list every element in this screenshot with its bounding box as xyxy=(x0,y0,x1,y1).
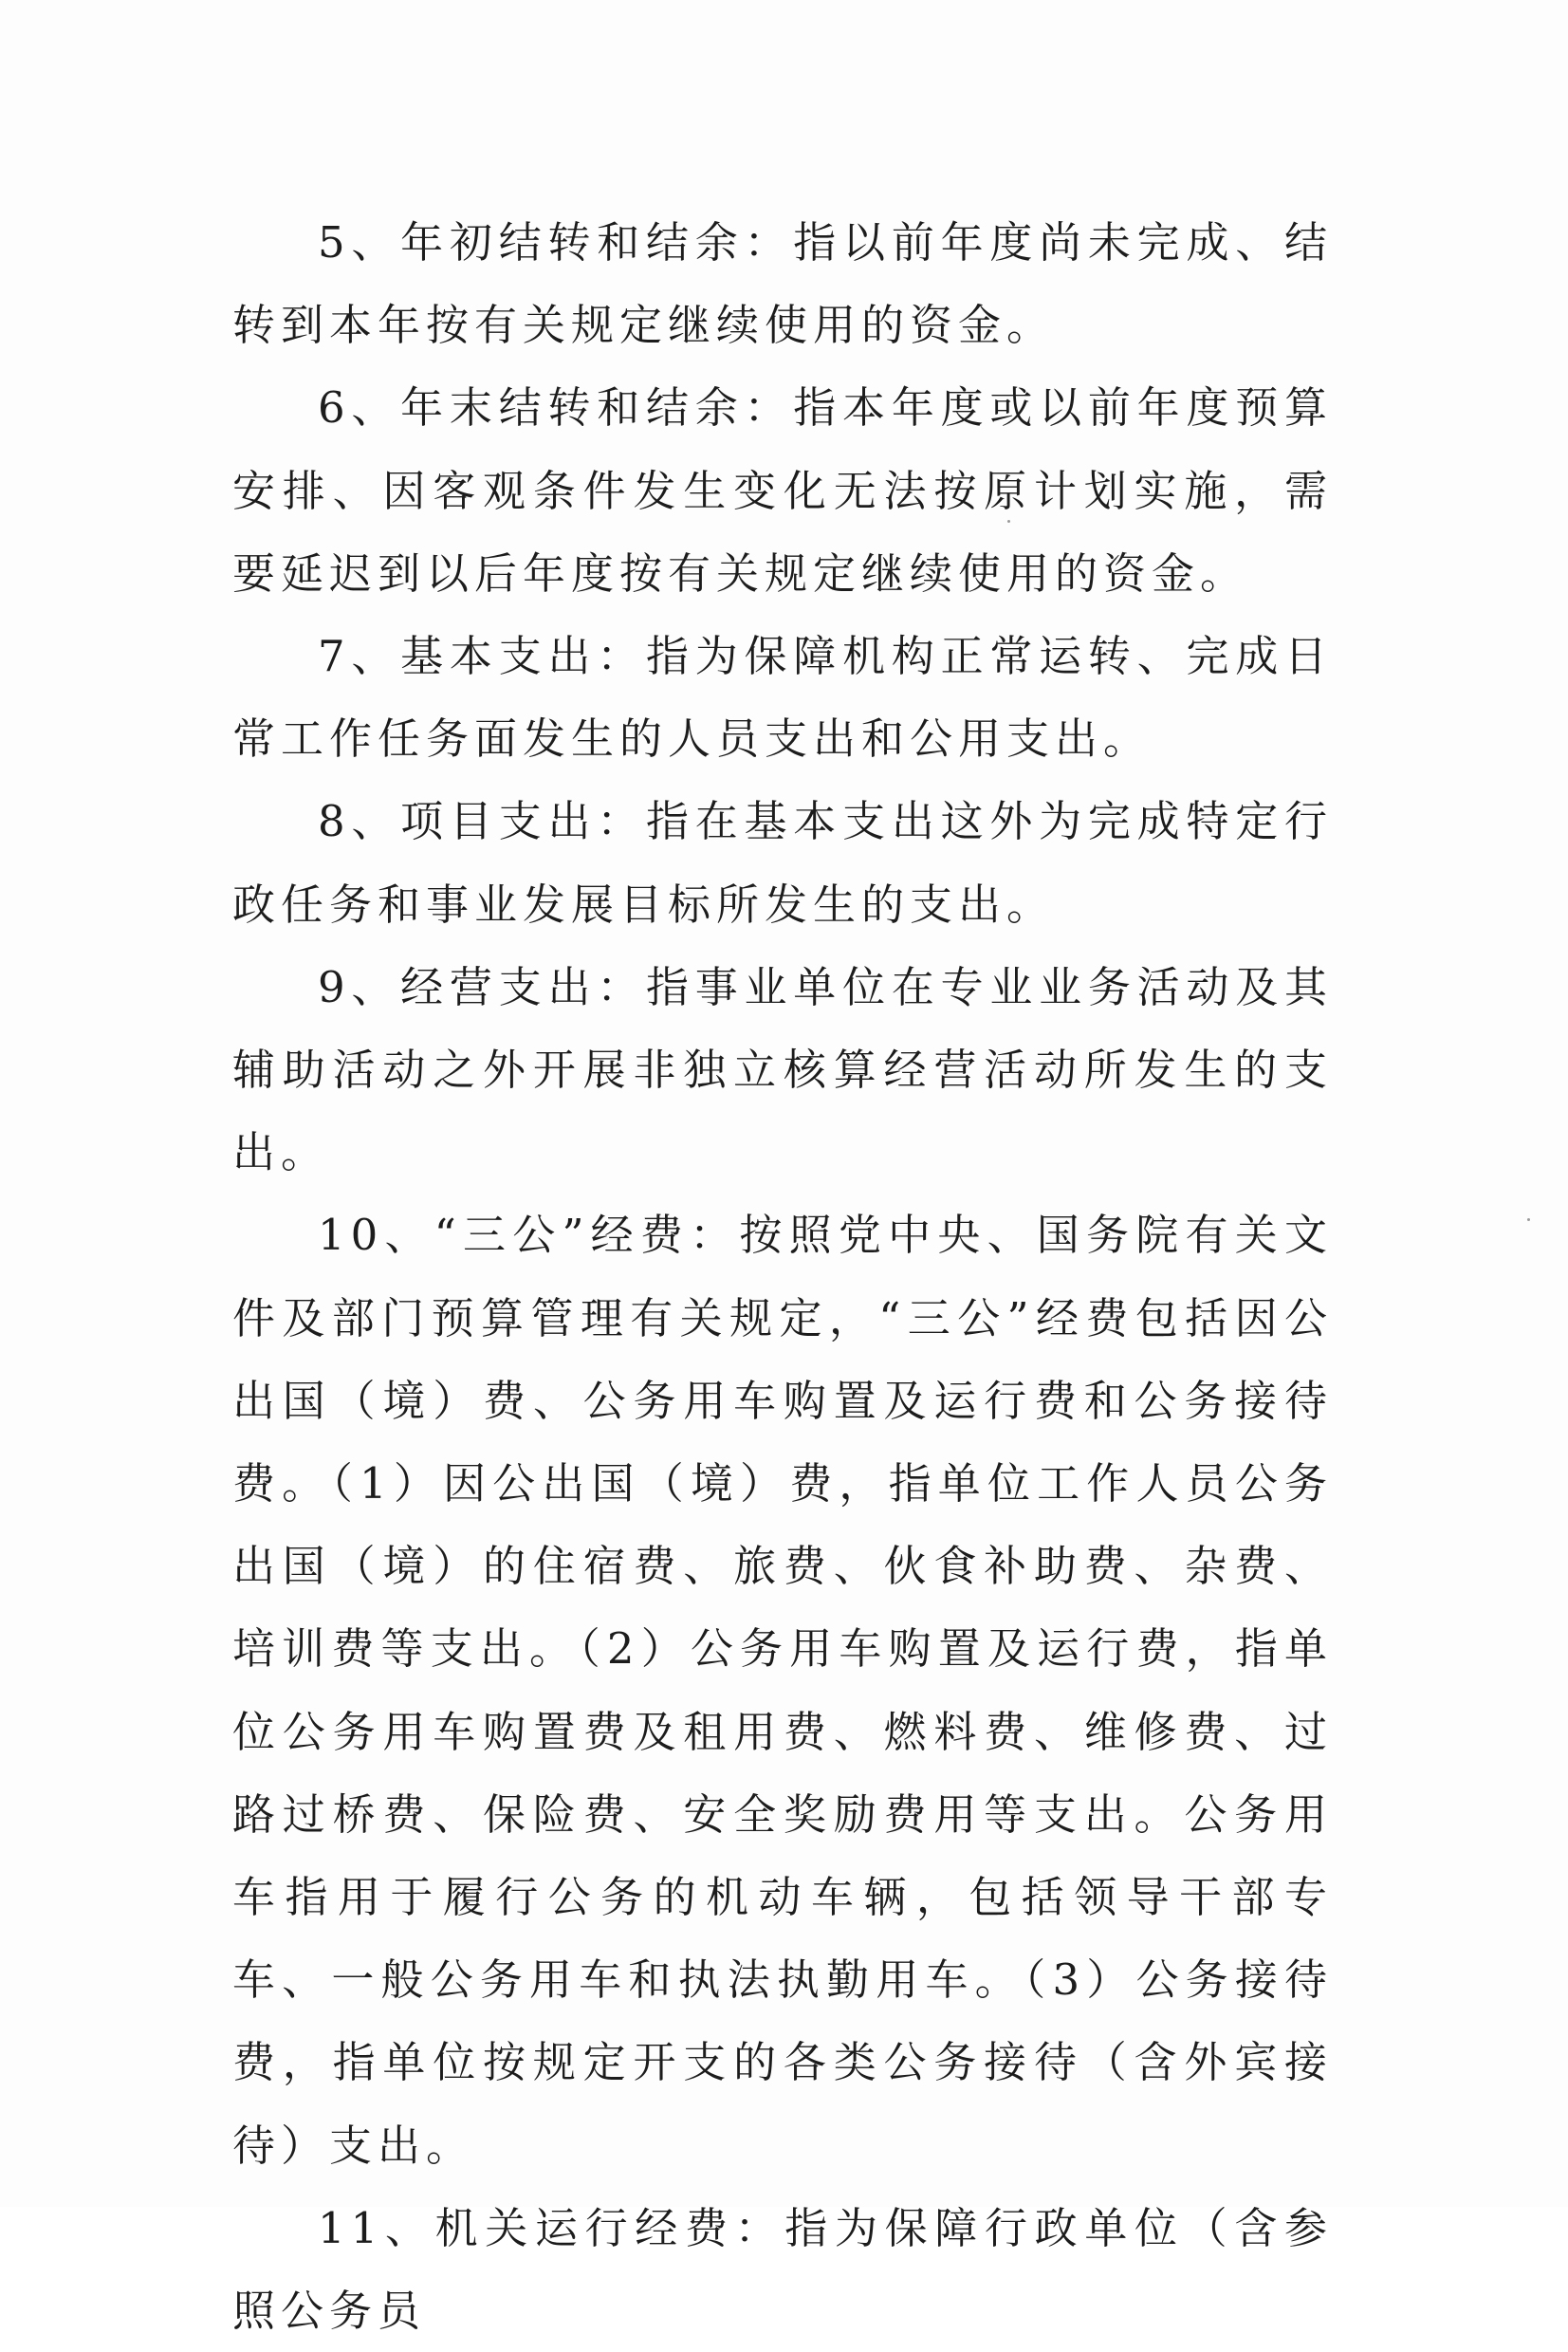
paragraph-10: 10、“三公”经费：按照党中央、国务院有关文件及部门预算管理有关规定，“三公”经费包括因公出国（境）费、公务用车购置及运行费和公务接待费。（1）因公出国（境）费，指单位工作人员公务出国（境）的住宿费、旅费、伙食补助费、杂费、培训费等支出。（2）公务用车购置及运行费，指单位公务用车购置费及租用费、燃料费、维修费、过路过桥费、保险费、安全奖励费用等支出。公务用车指用于履行公务的机动车辆，包括领导干部专车、一般公务用车和执法执勤用车。（3）公务接待费，指单位按规定开支的各类公务接待（含外宾接待）支出。 xyxy=(232,1210,1333,2171)
paragraph-9: 9、经营支出：指事业单位在专业业务活动及其辅助活动之外开展非独立核算经营活动所发生的支出。 xyxy=(232,961,1333,1178)
document-body xyxy=(232,201,1333,2352)
paragraph-7: 7、基本支出：指为保障机构正常运转、完成日常工作任务面发生的人员支出和公用支出。 xyxy=(232,631,1333,765)
paragraph-5: 5、年初结转和结余：指以前年度尚未完成、结转到本年按有关规定继续使用的资金。 xyxy=(232,217,1333,351)
paragraph-6: 6、年末结转和结余：指本年度或以前年度预算安排、因客观条件发生变化无法按原计划实施，需要延迟到以后年度按有关规定继续使用的资金。 xyxy=(232,382,1333,599)
scan-speck xyxy=(1527,1218,1530,1221)
paragraph-11: 11、机关运行经费：指为保障行政单位（含参照公务员 xyxy=(232,2202,1333,2337)
scan-speck xyxy=(1007,520,1010,523)
paragraph-8: 8、项目支出：指在基本支出这外为完成特定行政任务和事业发展目标所发生的支出。 xyxy=(232,796,1333,930)
